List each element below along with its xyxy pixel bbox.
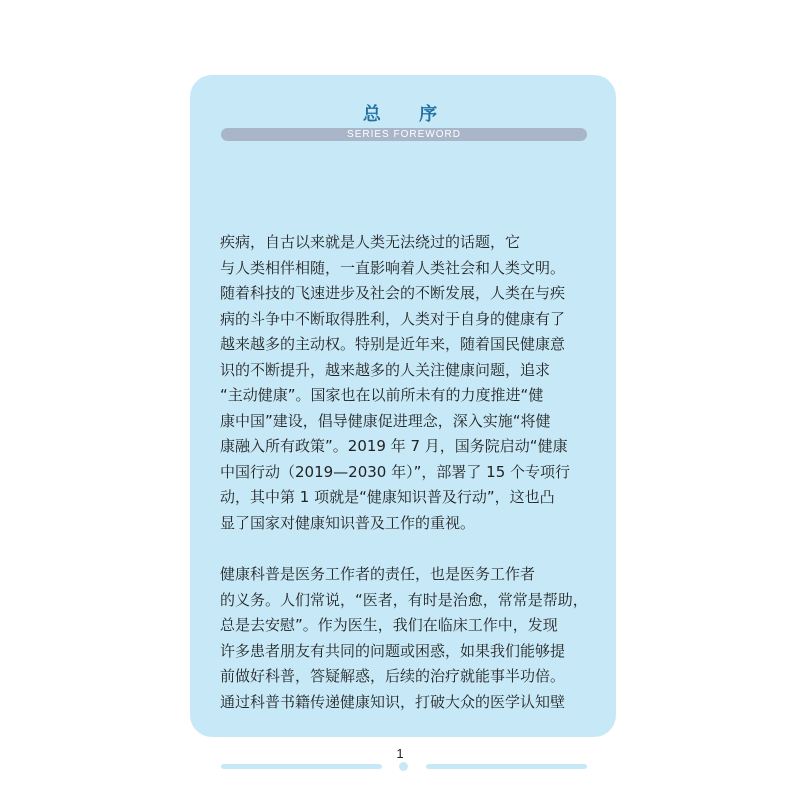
text-line: 中国行动（2019—2030 年）”，部署了 15 个专项行	[220, 462, 571, 481]
text-line: 越来越多的主动权。特别是近年来，随着国民健康意	[220, 335, 566, 353]
text-line: 健康科普是医务工作者的责任，也是医务工作者	[220, 565, 536, 583]
text-line: 康融入所有政策”。2019 年 7 月，国务院启动“健康	[220, 437, 568, 455]
footer-dot	[399, 762, 408, 771]
foreword-body	[220, 230, 590, 715]
text-line: 通过科普书籍传递健康知识，打破大众的医学认知壁	[220, 692, 566, 711]
text-line: 的义务。人们常说，“医者，有时是治愈，常常是帮助，	[220, 590, 588, 609]
text-line: 总是去安慰”。作为医生，我们在临床工作中，发现	[220, 616, 558, 634]
text-line: 动，其中第 1 项就是“健康知识普及行动”，这也凸	[220, 488, 555, 506]
page-title: 总 序	[362, 104, 454, 125]
text-line: 病的斗争中不断取得胜利，人类对于自身的健康有了	[220, 309, 566, 328]
text-line: 许多患者朋友有共同的问题或困惑，如果我们能够提	[220, 641, 566, 660]
text-line: 识的不断提升，越来越多的人关注健康问题，追求	[220, 360, 551, 379]
text-line: 显了国家对健康知识普及工作的重视。	[220, 513, 476, 532]
text-line: 与人类相伴相随，一直影响着人类社会和人类文明。	[220, 258, 566, 277]
page-number: 1	[396, 746, 404, 761]
paragraph-1	[220, 230, 590, 536]
paragraph-2	[220, 562, 590, 715]
footer-divider-right	[426, 764, 587, 769]
text-line: 康中国”建设，倡导健康促进理念，深入实施“将健	[220, 411, 551, 430]
text-line: 随着科技的飞速进步及社会的不断发展，人类在与疾	[220, 284, 566, 302]
text-line: 前做好科普，答疑解惑，后续的治疗就能事半功倍。	[220, 667, 566, 685]
text-line: 疾病，自古以来就是人类无法绕过的话题，它	[220, 233, 521, 251]
paragraph-gap	[220, 536, 590, 562]
footer-divider-left	[221, 764, 382, 769]
text-line: “主动健康”。国家也在以前所未有的力度推进“健	[220, 386, 544, 404]
page-subtitle: SERIES FOREWORD	[347, 129, 461, 140]
